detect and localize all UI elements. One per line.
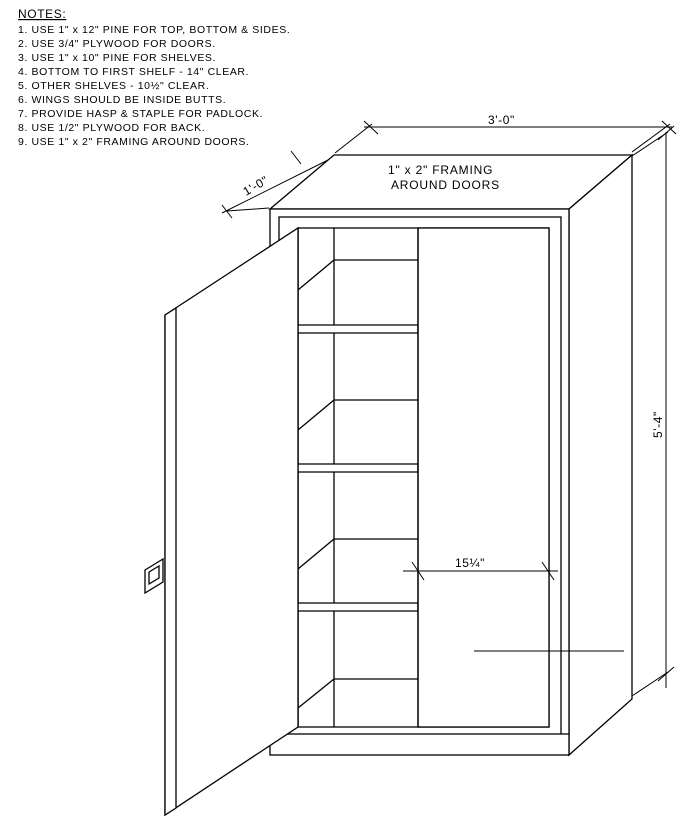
cabinet-side	[569, 155, 632, 755]
note-7: 7. PROVIDE HASP & STAPLE FOR PADLOCK.	[18, 108, 264, 120]
note-6: 6. WINGS SHOULD BE INSIDE BUTTS.	[18, 94, 227, 106]
note-9: 9. USE 1" x 2" FRAMING AROUND DOORS.	[18, 136, 250, 148]
door-width-label: 15¼"	[455, 556, 486, 570]
note-3: 3. USE 1" x 10" PINE FOR SHELVES.	[18, 52, 217, 64]
note-4: 4. BOTTOM TO FIRST SHELF - 14" CLEAR.	[18, 66, 250, 78]
hasp	[145, 559, 163, 593]
framing-label-line1: 1" x 2" FRAMING	[388, 163, 494, 177]
shelf-3	[298, 603, 418, 611]
right-door	[418, 228, 549, 727]
note-1: 1. USE 1" x 12" PINE FOR TOP, BOTTOM & SIDES.	[18, 24, 291, 36]
depth-label: 1'-0"	[240, 173, 271, 199]
shelf-1	[298, 325, 418, 333]
framing-label-line2: AROUND DOORS	[391, 178, 500, 192]
left-door-edge	[165, 308, 176, 815]
shelf-2	[298, 464, 418, 472]
width-dimension	[335, 113, 676, 153]
note-2: 2. USE 3/4" PLYWOOD FOR DOORS.	[18, 38, 216, 50]
note-5: 5. OTHER SHELVES - 10½" CLEAR.	[18, 80, 210, 92]
notes-block	[18, 7, 290, 148]
width-label: 3'-0"	[488, 113, 515, 127]
height-dimension	[632, 126, 674, 696]
height-label: 5'-4"	[651, 411, 665, 438]
note-8: 8. USE 1/2" PLYWOOD FOR BACK.	[18, 122, 206, 134]
framing-label	[388, 163, 500, 192]
left-door-open	[145, 228, 298, 815]
notes-title: NOTES:	[18, 7, 67, 21]
left-door	[165, 228, 298, 815]
